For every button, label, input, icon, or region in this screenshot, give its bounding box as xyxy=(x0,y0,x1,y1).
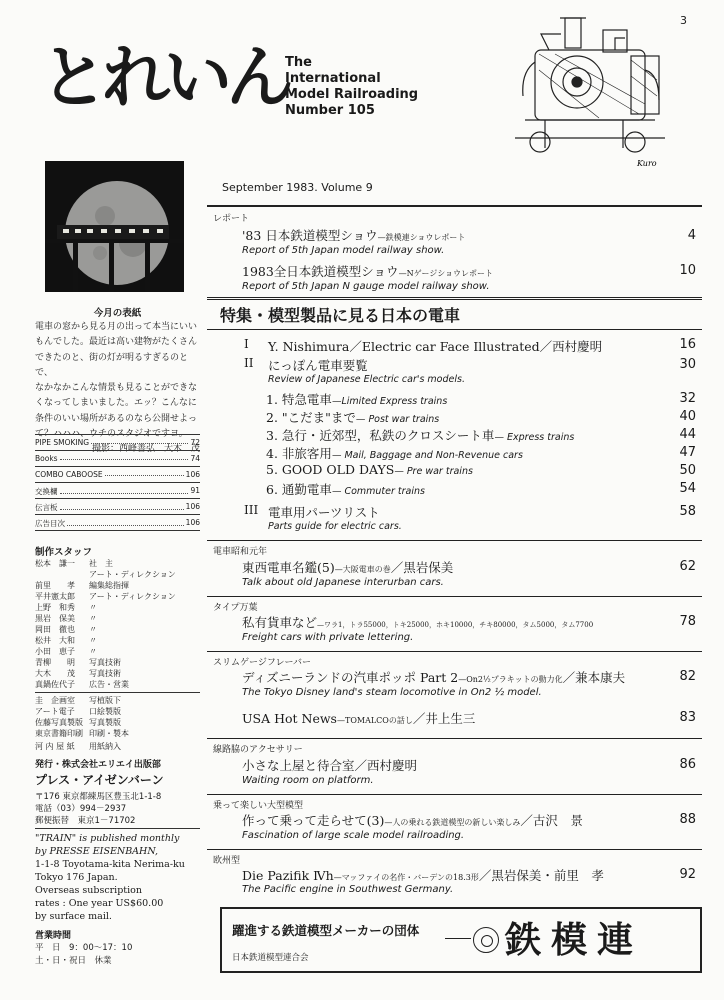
chapter-english: — Express trains xyxy=(494,432,575,443)
toc-title: 電車用パーツリスト xyxy=(268,505,380,520)
masthead-line: Number 105 xyxy=(285,103,375,118)
photo-credit: 撮影：西峰善弘 大木 茂 xyxy=(91,444,200,455)
vendor-role: 印刷・製本 xyxy=(89,729,129,738)
staff-role: 〃 xyxy=(89,636,97,645)
hours-line: 土・日・祝日 休業 xyxy=(35,956,112,966)
toc-page: 78 xyxy=(679,614,696,629)
toc-english: Report of 5th Japan N gauge model railway show. xyxy=(242,281,490,292)
english-info-line: Tokyo 176 Japan. xyxy=(35,872,118,883)
chapter-number: 6. xyxy=(266,482,278,497)
illustrator-signature: Kuro xyxy=(637,159,657,168)
toc-author: ／古沢 景 xyxy=(520,813,583,828)
toc-english: Fascination of large scale model railroading. xyxy=(242,830,465,841)
staff-row xyxy=(35,591,176,602)
department-page: 106 xyxy=(185,502,200,511)
chapter-entry xyxy=(266,462,473,477)
department-row xyxy=(35,518,200,529)
chapter-title: 特急電車 xyxy=(281,392,332,407)
rule xyxy=(207,205,702,207)
staff-row xyxy=(35,602,97,613)
staff-row xyxy=(35,558,113,569)
section-label: 線路脇のアクセサリー xyxy=(213,745,303,755)
toc-title: 私有貨車など xyxy=(242,615,318,630)
staff-role: 〃 xyxy=(89,614,97,623)
vendor-name: 圭 企画室 xyxy=(35,696,75,705)
cover-caption-line: 電車の窓から見る月の出って本当にいい xyxy=(35,322,198,332)
toc-author: ／黒岩保美・前里 孝 xyxy=(478,868,604,883)
vendor-row xyxy=(35,728,129,739)
staff-role: 編集総指揮 xyxy=(89,581,129,590)
address-line: 電話（03）994－2937 xyxy=(35,804,127,814)
vendor-name: 東京書籍印刷 xyxy=(35,729,83,738)
toc-english: Review of Japanese Electric car's models. xyxy=(268,374,465,385)
staff-role: 〃 xyxy=(89,647,97,656)
toc-page: 10 xyxy=(679,263,696,278)
toc-title: ディズニーランドの汽車ポッポ Part 2 xyxy=(242,670,459,685)
section-label: レポート xyxy=(213,214,250,224)
toc-author: ／黒岩保美 xyxy=(390,560,454,575)
toc-title: 小さな上屋と待合室 xyxy=(242,758,355,773)
toc-english: Parts guide for electric cars. xyxy=(268,521,402,532)
section-label: タイプ万葉 xyxy=(213,603,258,613)
masthead xyxy=(285,55,418,119)
section-label: スリムゲージフレーバー xyxy=(213,658,312,668)
vendor-name: アート電子 xyxy=(35,707,75,716)
toc-subtitle: —鉄模連ショウレポート xyxy=(377,233,466,242)
toc-title: '83 日本鉄道模型ショウ xyxy=(242,228,378,243)
masthead-line: International xyxy=(285,71,381,86)
english-info-line: "TRAIN" is published monthly xyxy=(35,833,180,844)
section-label: 乗って楽しい大型模型 xyxy=(213,801,304,811)
vendor-role: 写植版下 xyxy=(89,696,121,705)
staff-name: 小田 恵子 xyxy=(35,647,75,656)
toc-subtitle: —大阪電車の巻 xyxy=(334,565,391,574)
chapter-title: GOOD OLD DAYS xyxy=(281,462,395,477)
divider xyxy=(35,498,200,499)
toc-english: Report of 5th Japan model railway show. xyxy=(242,245,445,256)
staff-row xyxy=(35,569,176,580)
chapter-number: 1. xyxy=(266,392,278,407)
department-page: 74 xyxy=(190,454,200,463)
toc-page: 88 xyxy=(679,812,696,827)
cover-caption-line: できたのと、街の灯が明るすぎるのとで、 xyxy=(35,352,189,378)
toc-page: 16 xyxy=(679,337,696,352)
toc-subtitle: —マッファイの名作・バーデンの18.3形 xyxy=(333,873,479,882)
publisher-name: プレス・アイゼンバーン xyxy=(35,773,164,787)
toc-entry-title xyxy=(242,756,417,774)
english-info-line: 1-1-8 Toyotama-kita Nerima-ku xyxy=(35,859,185,870)
department-page: 106 xyxy=(185,518,200,527)
advert-headline: 躍進する鉄道模型メーカーの団体 xyxy=(232,923,420,938)
toc-entry-title xyxy=(242,811,583,829)
toc-page: 62 xyxy=(679,559,696,574)
chapter-number: 4. xyxy=(266,446,278,461)
chapter-english: —Limited Express trains xyxy=(331,396,448,407)
staff-name: 青柳 明 xyxy=(35,658,75,667)
toc-page: 86 xyxy=(679,757,696,772)
toc-page: 58 xyxy=(679,504,696,519)
staff-role: アート・ディレクション xyxy=(89,570,176,579)
masthead-line: The xyxy=(285,55,312,70)
staff-row xyxy=(35,624,97,635)
chapter-entry xyxy=(266,426,574,444)
toc-page: 40 xyxy=(679,409,696,424)
vendor-row xyxy=(35,695,121,706)
staff-name: 松本 謙一 xyxy=(35,559,75,568)
staff-name: 真鍋佐代子 xyxy=(35,680,75,689)
rule xyxy=(207,651,702,652)
chapter-english: — Pre war trains xyxy=(394,466,473,477)
toc-entry-title xyxy=(242,866,604,884)
hours-line: 平 日 9：00～17：10 xyxy=(35,943,133,953)
staff-row xyxy=(35,646,97,657)
toc-english: Freight cars with private lettering. xyxy=(242,632,414,643)
toc-entry-title xyxy=(242,668,625,686)
toc-title: Die Pazifik Ⅳh xyxy=(242,868,334,883)
department-label: PIPE SMOKING xyxy=(35,438,90,447)
staff-name: 平井憲太郎 xyxy=(35,592,75,601)
vendor-row xyxy=(35,706,121,717)
vendor-role: 用紙納入 xyxy=(89,742,121,751)
toc-subtitle: —TOMALCOの話し xyxy=(336,716,413,725)
rule xyxy=(207,329,702,330)
toc-author: ／兼本康夫 xyxy=(562,670,626,685)
english-info-line: Overseas subscription xyxy=(35,885,143,896)
magazine-logo: とれいん xyxy=(40,39,289,118)
cover-caption-line: なかなかこんな情景も見ることができな xyxy=(35,383,198,394)
toc-subtitle: —ワラ1，トラ55000，トキ25000，ホキ10000，チキ80000，タム5000，タム7700 xyxy=(317,621,594,629)
chapter-title: 急行・近郊型，私鉄のクロスシート車 xyxy=(281,428,495,443)
rule xyxy=(207,794,702,795)
rule xyxy=(207,738,702,739)
chapter-entry xyxy=(266,480,425,498)
chapter-number: 2. xyxy=(266,410,278,425)
advert-rule xyxy=(445,938,471,939)
staff-row xyxy=(35,679,129,690)
toc-english: Waiting room on platform. xyxy=(242,775,374,786)
cover-caption-line: 条件のいい場所があるのなら公開せよっ xyxy=(35,413,198,424)
chapter-english: — Commuter trains xyxy=(331,486,425,497)
address-line: 〒176 東京都練馬区豊玉北1-1-8 xyxy=(35,792,162,802)
toc-title: Y. Nishimura／Electric car Face Illustrated／西村慶明 xyxy=(268,339,603,354)
masthead-line: Model Railroading xyxy=(285,87,419,102)
staff-name: 上野 和秀 xyxy=(35,603,75,612)
toc-entry-title xyxy=(242,558,453,576)
staff-heading: 制作スタッフ xyxy=(35,547,93,558)
toc-page: 4 xyxy=(687,228,696,243)
toc-page: 50 xyxy=(679,463,696,478)
issue-date: September 1983. Volume 9 xyxy=(222,181,373,194)
department-row xyxy=(35,438,200,447)
staff-row xyxy=(35,635,97,646)
vendor-role: 写真製版 xyxy=(89,718,121,727)
department-page: 72 xyxy=(190,438,200,447)
staff-role: 〃 xyxy=(89,625,97,634)
vendor-name: 河 内 屋 紙 xyxy=(35,742,75,751)
department-row xyxy=(35,486,200,497)
publisher-line: 発行・株式会社エリエイ出版部 xyxy=(35,760,161,770)
divider xyxy=(35,530,200,531)
toc-page: 82 xyxy=(679,669,696,684)
toc-author: ／井上生三 xyxy=(412,711,476,726)
divider xyxy=(35,514,200,515)
chapter-english: — Post war trains xyxy=(355,414,440,425)
divider xyxy=(35,434,200,435)
english-info-line: rates : One year US$60.00 xyxy=(35,898,164,909)
toc-page: 32 xyxy=(679,391,696,406)
chapter-entry xyxy=(266,390,447,408)
toc-subtitle: —人の乗れる鉄道模型の新しい楽しみ xyxy=(384,818,521,827)
english-info-line: by PRESSE EISENBAHN, xyxy=(35,846,159,857)
divider xyxy=(35,450,200,451)
staff-row xyxy=(35,657,121,668)
staff-name: 黒岩 保美 xyxy=(35,614,75,623)
toc-title: 1983全日本鉄道模型ショウ xyxy=(242,264,399,279)
department-page: 106 xyxy=(185,470,200,479)
toc-entry-title xyxy=(242,226,465,244)
staff-role: 写真技術 xyxy=(89,669,121,678)
toc-subtitle: —Nゲージショウレポート xyxy=(398,269,494,278)
department-label: 広告目次 xyxy=(35,519,65,528)
toc-page: 30 xyxy=(679,357,696,372)
staff-role: 広告・営業 xyxy=(89,680,129,689)
part-numeral: I xyxy=(244,337,249,351)
part-numeral: II xyxy=(244,356,254,370)
rule xyxy=(207,849,702,850)
toc-title: にっぽん電車要覧 xyxy=(268,358,368,373)
page-number: 3 xyxy=(680,14,687,27)
staff-row xyxy=(35,668,121,679)
toc-english: The Pacific engine in Southwest Germany. xyxy=(242,884,454,895)
section-label: 欧州型 xyxy=(213,856,241,866)
section-label: 電車昭和元年 xyxy=(213,547,268,557)
department-row xyxy=(35,502,200,513)
chapter-english: — Mail, Baggage and Non-Revenue cars xyxy=(331,450,523,461)
toc-author: ／西村慶明 xyxy=(354,758,418,773)
chapter-title: 通勤電車 xyxy=(281,482,332,497)
cover-caption-line: もんでした。最近は高い建物がたくさん xyxy=(35,337,198,348)
department-row xyxy=(35,454,200,463)
staff-row xyxy=(35,613,97,624)
cover-caption-line: て？ハハハ、ウチのスタジオですヨ。 xyxy=(35,429,188,440)
address-line: 郵便振替 東京1－71702 xyxy=(35,816,136,826)
jmra-seal-icon xyxy=(473,927,499,953)
toc-subtitle: —On2½プラキットの動力化 xyxy=(458,675,563,684)
divider xyxy=(35,466,200,467)
staff-role: 写真技術 xyxy=(89,658,121,667)
toc-title: 作って乗って走らせて(3) xyxy=(242,813,385,828)
vendor-row xyxy=(35,741,121,752)
feature-title: 特集・模型製品に見る日本の電車 xyxy=(220,306,461,325)
toc-page: 44 xyxy=(679,427,696,442)
divider xyxy=(35,482,200,483)
toc-english: Talk about old Japanese interurban cars. xyxy=(242,577,444,588)
department-label: 伝言板 xyxy=(35,503,58,512)
rule xyxy=(207,596,702,597)
staff-role: 社 主 xyxy=(89,559,113,568)
staff-role: アート・ディレクション xyxy=(89,592,176,601)
department-page: 91 xyxy=(190,486,200,495)
toc-entry-title xyxy=(242,613,593,631)
vendor-row xyxy=(35,717,121,728)
divider xyxy=(35,692,200,693)
toc-entry-title xyxy=(242,709,475,727)
staff-name: 前里 孝 xyxy=(35,581,75,590)
staff-row xyxy=(35,580,129,591)
cover-photo-moon xyxy=(45,161,184,292)
staff-name: 岡田 徹也 xyxy=(35,625,75,634)
advert-mark: 鉄模連 xyxy=(505,920,644,961)
toc-page: 92 xyxy=(679,867,696,882)
department-label: COMBO CABOOSE xyxy=(35,470,103,479)
part-numeral: III xyxy=(244,503,259,517)
rule xyxy=(207,297,702,300)
department-label: Books xyxy=(35,454,58,463)
toc-title: 東西電車名鑑(5) xyxy=(242,560,335,575)
cover-caption-title: 今月の表紙 xyxy=(93,308,142,319)
cover-caption-line: くなってしまいました。エッ？こんなに xyxy=(35,398,197,409)
staff-name: 大木 茂 xyxy=(35,669,75,678)
chapter-title: 非旅客用 xyxy=(281,446,332,461)
chapter-entry xyxy=(266,444,523,462)
chapter-number: 5. xyxy=(266,462,278,477)
rule xyxy=(207,540,702,541)
divider xyxy=(35,828,200,829)
department-row xyxy=(35,470,200,479)
hours-heading: 営業時間 xyxy=(35,931,72,941)
vendor-name: 佐藤写真製版 xyxy=(35,718,83,727)
english-info-line: by surface mail. xyxy=(35,911,112,922)
vendor-role: 口絵製版 xyxy=(89,707,121,716)
toc-english: The Tokyo Disney land's steam locomotive in On2 ½ model. xyxy=(242,687,542,698)
steam-locomotive-illustration xyxy=(505,10,673,170)
toc-title: USA Hot News xyxy=(242,711,337,726)
chapter-entry xyxy=(266,408,439,426)
department-label: 交換欄 xyxy=(35,487,58,496)
toc-page: 83 xyxy=(679,710,696,725)
advert-organization: 日本鉄道模型連合会 xyxy=(232,953,309,963)
toc-page: 47 xyxy=(679,445,696,460)
chapter-title: "こだま"まで xyxy=(281,410,356,425)
toc-entry-title xyxy=(242,262,493,280)
toc-page: 54 xyxy=(679,481,696,496)
chapter-number: 3. xyxy=(266,428,278,443)
staff-name: 松井 大和 xyxy=(35,636,75,645)
staff-role: 〃 xyxy=(89,603,97,612)
moon-train-photo xyxy=(45,161,184,292)
